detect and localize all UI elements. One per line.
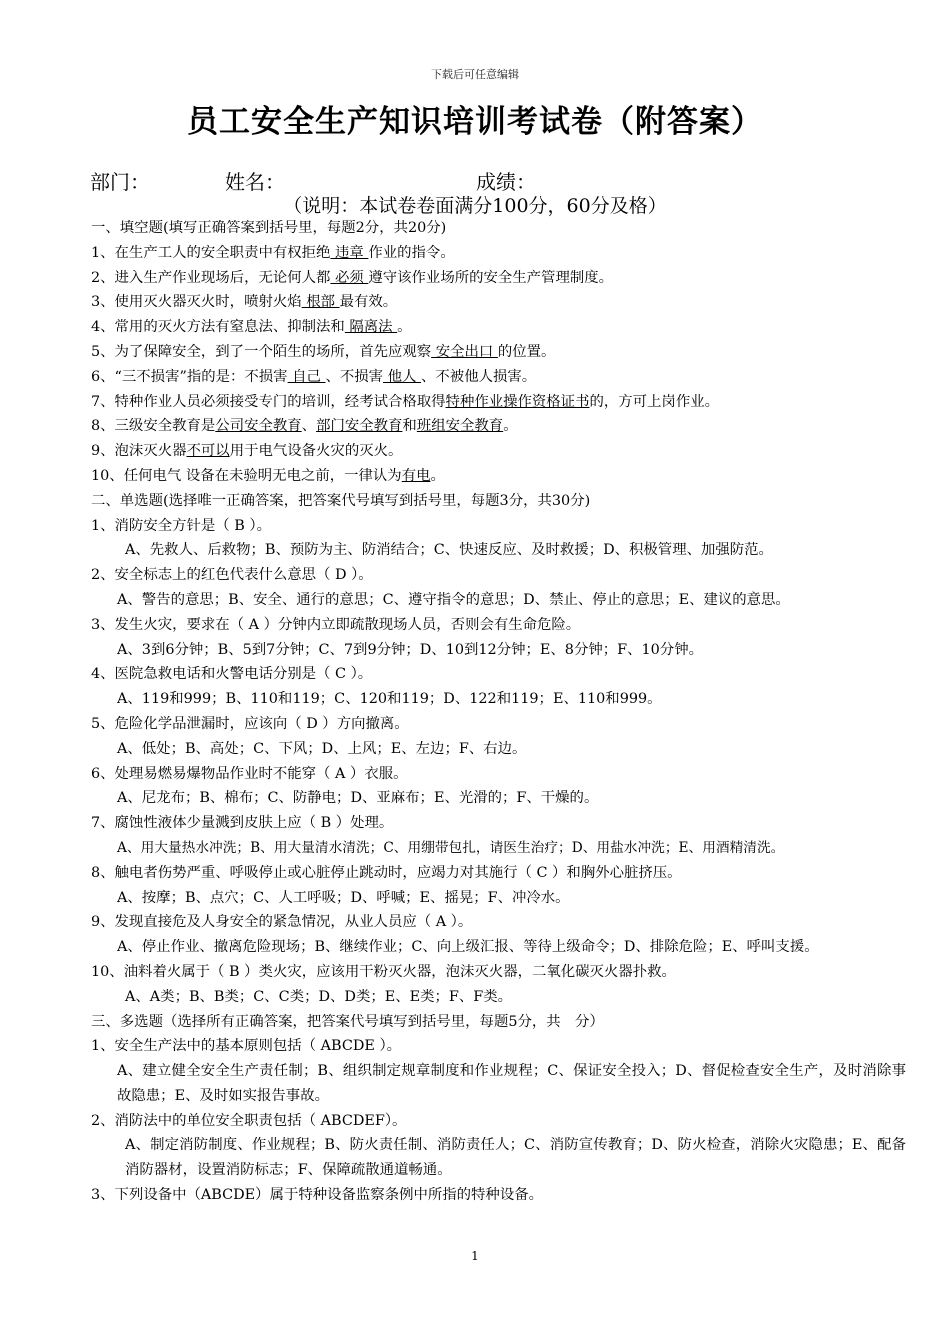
fill-question: 3、使用灭火器灭火时，喷射火焰 根部 最有效。 — [91, 294, 398, 311]
fill-question: 5、为了保障安全，到了一个陌生的场所，首先应观察 安全出口 的位置。 — [91, 343, 556, 360]
name-label: 姓名： — [225, 170, 285, 194]
choice-question: 4、医院急救电话和火警电话分别是（ C ）。 — [91, 666, 373, 683]
answer: 公司安全教育 — [215, 418, 302, 435]
choice-options: A、3到6分钟；B、5到7分钟；C、7到9分钟；D、10到12分钟；E、8分钟；F、10分钟。 — [117, 641, 703, 658]
page-number: 1 — [471, 1249, 479, 1263]
score-label: 成绩： — [476, 170, 536, 194]
answer: 隔离法 — [344, 319, 398, 336]
multi-question: 2、消防法中的单位安全职责包括（ ABCDEF）。 — [91, 1112, 407, 1129]
section-heading: 一、填空题(填写正确答案到括号里，每题2分，共20分) — [91, 220, 447, 236]
choice-question: 7、腐蚀性液体少量溅到皮肤上应（ B ）处理。 — [91, 815, 394, 832]
answer: 必须 — [330, 269, 369, 286]
choice-options: A、停止作业、撤离危险现场；B、继续作业；C、向上级汇报、等待上级命令；D、排除危险；E、呼叫支援。 — [117, 939, 819, 956]
choice-question: 6、处理易燃易爆物品作业时不能穿（ A ）衣服。 — [91, 765, 408, 782]
info-row — [90, 166, 890, 194]
fill-question: 8、三级安全教育是公司安全教育、部门安全教育和班组安全教育。 — [91, 418, 518, 435]
choice-options: A、警告的意思；B、安全、通行的意思；C、遵守指令的意思；D、禁止、停止的意思；E、建议的意思。 — [117, 591, 790, 608]
section-heading: 三、多选题（选择所有正确答案，把答案代号填写到括号里，每题5分，共 分） — [91, 1013, 604, 1030]
fill-question: 6、“三不损害”指的是：不损害 自己 、不损害 他人 、不被他人损害。 — [91, 368, 537, 385]
choice-options: A、按摩；B、点穴；C、人工呼吸；D、呼喊；E、摇晃；F、冲冷水。 — [117, 889, 570, 906]
choice-question: 5、危险化学品泄漏时，应该向（ D ）方向撤离。 — [91, 715, 409, 732]
answer: 安全出口 — [431, 343, 498, 360]
exam-note: （说明：本试卷卷面满分100分，60分及格） — [283, 195, 667, 217]
answer: 有电 — [401, 467, 431, 484]
multi-options: A、建立健全安全生产责任制；B、组织制定规章制度和作业规程；C、保证安全投入；D、督促检查安全生产，及时消除事故隐患；E、及时如实报告事故。 — [117, 1063, 906, 1104]
multi-question: 1、安全生产法中的基本原则包括（ ABCDE ）。 — [91, 1038, 402, 1055]
answer: 班组安全教育 — [416, 418, 504, 435]
choice-options: A、用大量热水冲洗；B、用大量清水清洗；C、用绷带包扎，请医生治疗；D、用盐水冲洗；E、用酒精清洗。 — [117, 839, 785, 856]
choice-options: A、尼龙布；B、棉布；C、防静电；D、亚麻布；E、光滑的；F、干燥的。 — [117, 790, 599, 807]
answer: 特种作业操作资格证书 — [445, 393, 590, 410]
fill-question: 1、在生产工人的安全职责中有权拒绝 违章 作业的指令。 — [91, 244, 455, 261]
choice-question: 10、油料着火属于（ B ）类火灾，应该用干粉灭火器，泡沫灭火器，二氧化碳灭火器扑救。 — [91, 963, 676, 980]
multi-question: 3、下列设备中（ABCDE）属于特种设备监察条例中所指的特种设备。 — [91, 1187, 543, 1204]
choice-question: 1、消防安全方针是（ B ）。 — [91, 517, 271, 534]
choice-question: 9、发现直接危及人身安全的紧急情况，从业人员应（ A ）。 — [91, 914, 473, 931]
choice-options: A、A类；B、B类；C、C类；D、D类；E、E类；F、F类。 — [125, 988, 513, 1005]
exam-body — [91, 216, 906, 1208]
multi-options: A、制定消防制度、作业规程；B、防火责任制、消防责任人；C、消防宣传教育；D、防火检查，消除火灾隐患；E、配备消防器材，设置消防标志；F、保障疏散通道畅通。 — [125, 1137, 906, 1179]
fill-question: 10、任何电气 设备在未验明无电之前，一律认为有电。 — [91, 467, 445, 484]
answer: 自己 — [287, 368, 326, 385]
answer: 违章 — [330, 244, 369, 261]
dept-label: 部门： — [90, 170, 150, 194]
fill-question: 4、常用的灭火方法有窒息法、抑制法和 隔离法 。 — [91, 319, 412, 336]
fill-question: 2、进入生产作业现场后，无论何人都 必须 遵守该作业场所的安全生产管理制度。 — [91, 269, 614, 286]
choice-options: A、先救人、后救物；B、预防为主、防消结合；C、快速反应、及时救援；D、积极管理、加强防范。 — [125, 542, 773, 559]
answer: 根部 — [301, 294, 340, 311]
header-note: 下载后可任意编辑 — [431, 68, 519, 81]
choice-question: 3、发生火灾，要求在（ A ）分钟内立即疏散现场人员，否则会有生命危险。 — [91, 616, 581, 633]
choice-options: A、低处；B、高处；C、下风；D、上风；E、左边；F、右边。 — [117, 740, 527, 757]
fill-question: 7、特种作业人员必须接受专门的培训，经考试合格取得特种作业操作资格证书的，方可上岗作业。 — [91, 393, 719, 410]
choice-options: A、119和999；B、110和119；C、120和119；D、122和119；E、110和999。 — [117, 691, 662, 708]
section-heading: 二、单选题(选择唯一正确答案，把答案代号填写到括号里，每题3分，共30分) — [91, 492, 591, 509]
answer: 不可以 — [186, 443, 230, 460]
choice-question: 2、安全标志上的红色代表什么意思（ D ）。 — [91, 567, 373, 584]
fill-question: 9、泡沫灭火器不可以用于电气设备火灾的灭火。 — [91, 443, 403, 460]
choice-question: 8、触电者伤势严重、呼吸停止或心脏停止跳动时，应竭力对其施行（ C ）和胸外心脏挤压。 — [91, 864, 682, 881]
answer: 他人 — [383, 368, 422, 385]
answer: 部门安全教育 — [316, 418, 403, 435]
page-title: 员工安全生产知识培训考试卷（附答案） — [187, 104, 763, 140]
